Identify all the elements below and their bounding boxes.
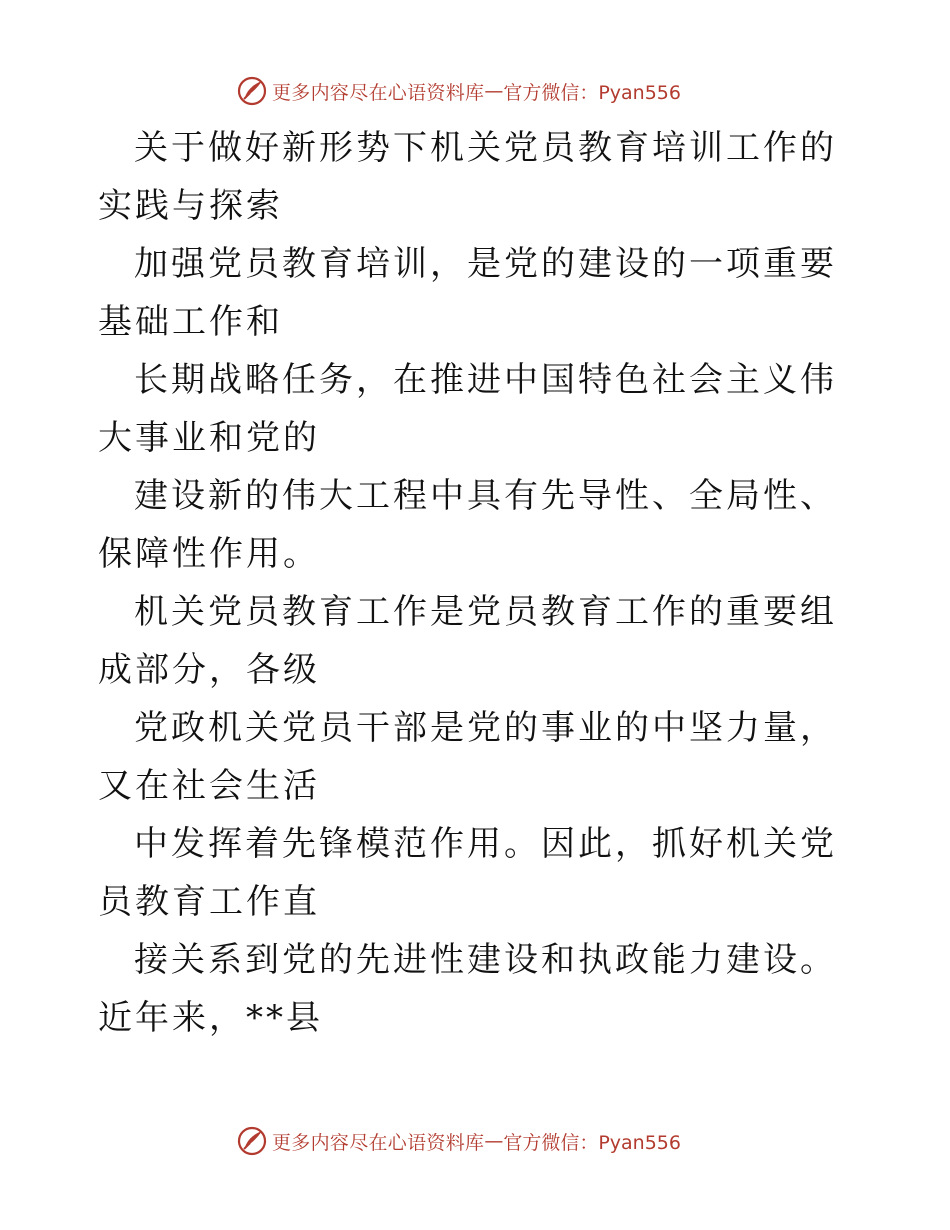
paragraph-3: 建设新的伟大工程中具有先导性、全局性、保障性作用。 (98, 476, 837, 574)
paragraph-2: 长期战略任务，在推进中国特色社会主义伟大事业和党的 (98, 360, 837, 458)
document-title: 关于做好新形势下机关党员教育培训工作的实践与探索 (98, 128, 837, 226)
footer-banner (236, 1124, 681, 1158)
red-quill-emblem-icon (236, 1125, 268, 1157)
banner-slogan: 更多内容尽在心语资料库 (272, 81, 485, 104)
header-banner (236, 74, 681, 108)
banner-contact: 官方微信：Pyan556 (503, 81, 681, 104)
paragraph-4: 机关党员教育工作是党员教育工作的重要组成部分，各级 (98, 592, 837, 690)
red-quill-emblem-icon (236, 75, 268, 107)
banner-slogan: 更多内容尽在心语资料库 (272, 1131, 485, 1154)
banner-contact: 官方微信：Pyan556 (503, 1131, 681, 1154)
paragraph-7: 接关系到党的先进性建设和执政能力建设。近年来，**县 (98, 940, 837, 1038)
banner-separator: — (484, 80, 504, 102)
banner-separator: — (484, 1130, 504, 1152)
paragraph-5: 党政机关党员干部是党的事业的中坚力量，又在社会生活 (98, 708, 837, 806)
paragraph-1: 加强党员教育培训，是党的建设的一项重要基础工作和 (98, 244, 837, 342)
document-body (98, 119, 858, 1047)
paragraph-6: 中发挥着先锋模范作用。因此，抓好机关党员教育工作直 (98, 824, 837, 922)
